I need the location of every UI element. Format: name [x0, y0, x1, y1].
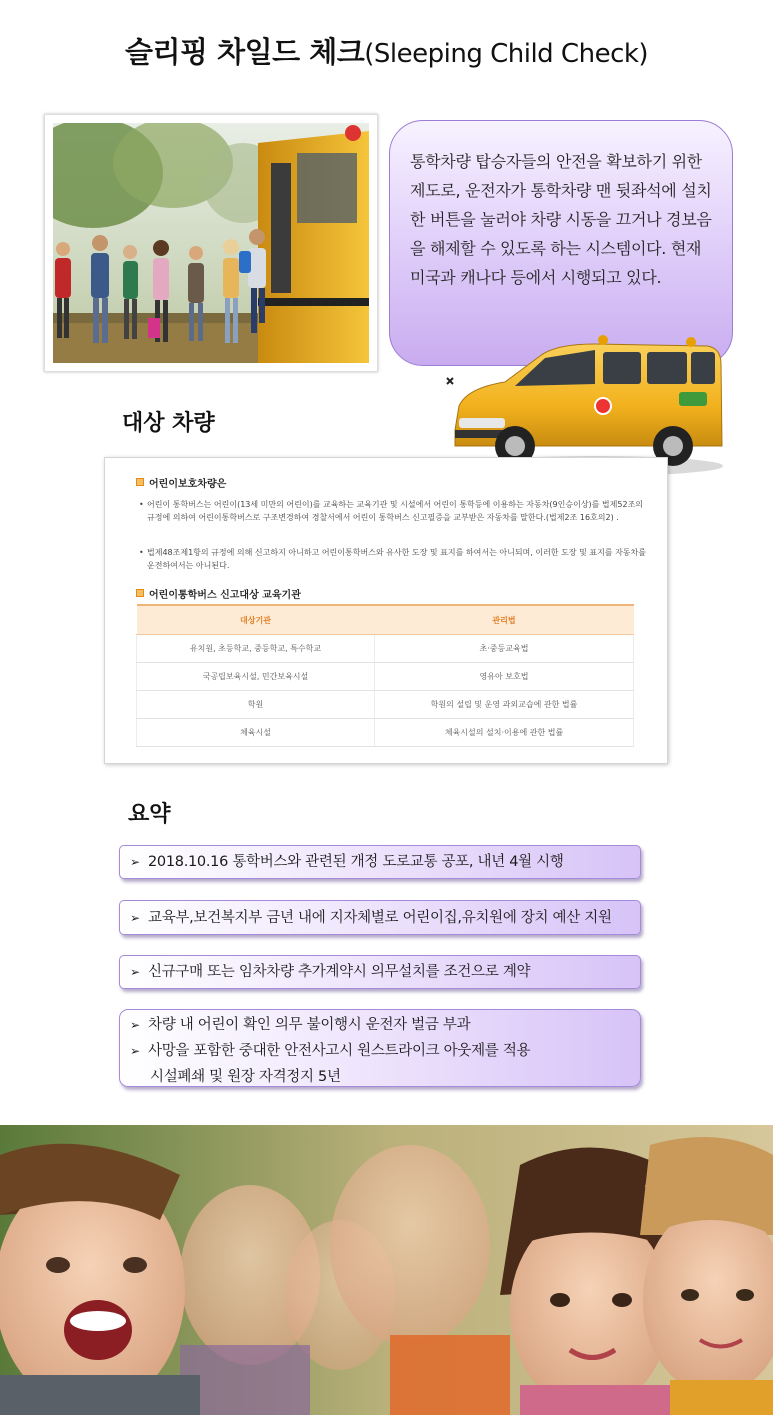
summary-text: 신규구매 또는 임차차량 추가계약시 의무설치를 조건으로 계약: [148, 964, 531, 980]
doc-bullet-2: [139, 546, 647, 572]
table-cell: 학원의 설립 및 운영 과외교습에 관한 법률: [375, 691, 634, 719]
table-cell: 국공립보육시설, 민간보육시설: [137, 663, 375, 691]
children-photo: [0, 1125, 773, 1415]
doc-heading-text: 어린이통학버스 신고대상 교육기관: [149, 590, 301, 601]
doc-bullet-text: 어린이 통학버스는 어린이(13세 미만의 어린이)를 교육하는 교육기관 및 시설에서 어린이 통학등에 이용하는 자동차(9인승이상)를 법제52조의 규정에 의하여 어린이통학버스로 구조변경하여 경찰서에서 어린이 통학버스 신고필증을 교부받은 자동차를 말한다.(법제2조 16호의2) .: [147, 500, 644, 522]
doc-heading-text: 어린이보호차량은: [149, 479, 227, 490]
section-title-summary: 요약: [128, 802, 171, 827]
doc-bullet-1: [139, 498, 647, 524]
summary-text: 교육부,보건복지부 금년 내에 지자체별로 어린이집,유치원에 장치 예산 지원: [148, 910, 612, 926]
table-header-cell: 대상기관: [137, 605, 375, 635]
regulation-document: [104, 457, 668, 764]
doc-heading-institutions: [136, 586, 301, 601]
table-row: [137, 635, 634, 663]
summary-box-1: [119, 845, 641, 879]
school-bus-illustration: [53, 123, 369, 363]
table-row: [137, 663, 634, 691]
title-korean: 슬리핑 차일드 체크: [124, 35, 365, 69]
orange-square-icon: [136, 589, 144, 597]
page-title: [0, 30, 773, 71]
orange-square-icon: [136, 478, 144, 486]
section-title-target-vehicle: 대상 차량: [122, 411, 215, 436]
bullet-dot-icon: •: [139, 500, 144, 509]
summary-text: 시설폐쇄 및 원장 자격정지 5년: [150, 1069, 341, 1085]
table-cell: 체육시설의 설치·이용에 관한 법률: [375, 719, 634, 747]
summary-box-4: [119, 1009, 641, 1087]
summary-box-2: [119, 900, 641, 935]
table-cell: 학원: [137, 691, 375, 719]
arrow-bullet-icon: ➢: [130, 911, 140, 925]
title-english: (Sleeping Child Check): [364, 39, 649, 69]
table-cell: 초·중등교육법: [375, 635, 634, 663]
school-bus-photo: [44, 114, 378, 372]
table-header-cell: 관리법: [375, 605, 634, 635]
bullet-dot-icon: •: [139, 548, 144, 557]
institution-table: [136, 604, 634, 747]
intro-callout: [389, 120, 733, 366]
summary-text: 2018.10.16 통학버스와 관련된 개정 도로교통 공포, 내년 4월 시행: [148, 854, 564, 870]
children-illustration: [0, 1125, 773, 1415]
arrow-bullet-icon: ➢: [130, 965, 140, 979]
table-header-row: [137, 605, 634, 635]
doc-bullet-text: 법제48조제1항의 규정에 의해 신고하지 아니하고 어린이통학버스와 유사한 도장 및 표지를 하여서는 아니되며, 이러한 도장 및 표지를 자동차를 운전하여서는 아니된다.: [147, 548, 646, 570]
doc-heading-protected-vehicle: [136, 475, 226, 490]
arrow-bullet-icon: ➢: [130, 855, 140, 869]
table-cell: 영유아 보호법: [375, 663, 634, 691]
arrow-bullet-icon: ➢: [130, 1018, 140, 1032]
intro-text: 통학차량 탑승자들의 안전을 확보하기 위한 제도로, 운전자가 통학차량 맨 뒷좌석에 설치한 버튼을 눌러야 차량 시동을 끄거나 경보음을 해제할 수 있도록 하는 시스템이다. 현재 미국과 캐나다 등에서 시행되고 있다.: [410, 152, 712, 287]
summary-box-3: [119, 955, 641, 989]
table-row: [137, 719, 634, 747]
table-cell: 유치원, 초등학교, 중등학교, 특수학교: [137, 635, 375, 663]
table-row: [137, 691, 634, 719]
table-cell: 체육시설: [137, 719, 375, 747]
summary-text: 차량 내 어린이 확인 의무 불이행시 운전자 벌금 부과: [148, 1017, 471, 1033]
arrow-bullet-icon: ➢: [130, 1044, 140, 1058]
summary-text: 사망을 포함한 중대한 안전사고시 원스트라이크 아웃제를 적용: [148, 1043, 531, 1059]
